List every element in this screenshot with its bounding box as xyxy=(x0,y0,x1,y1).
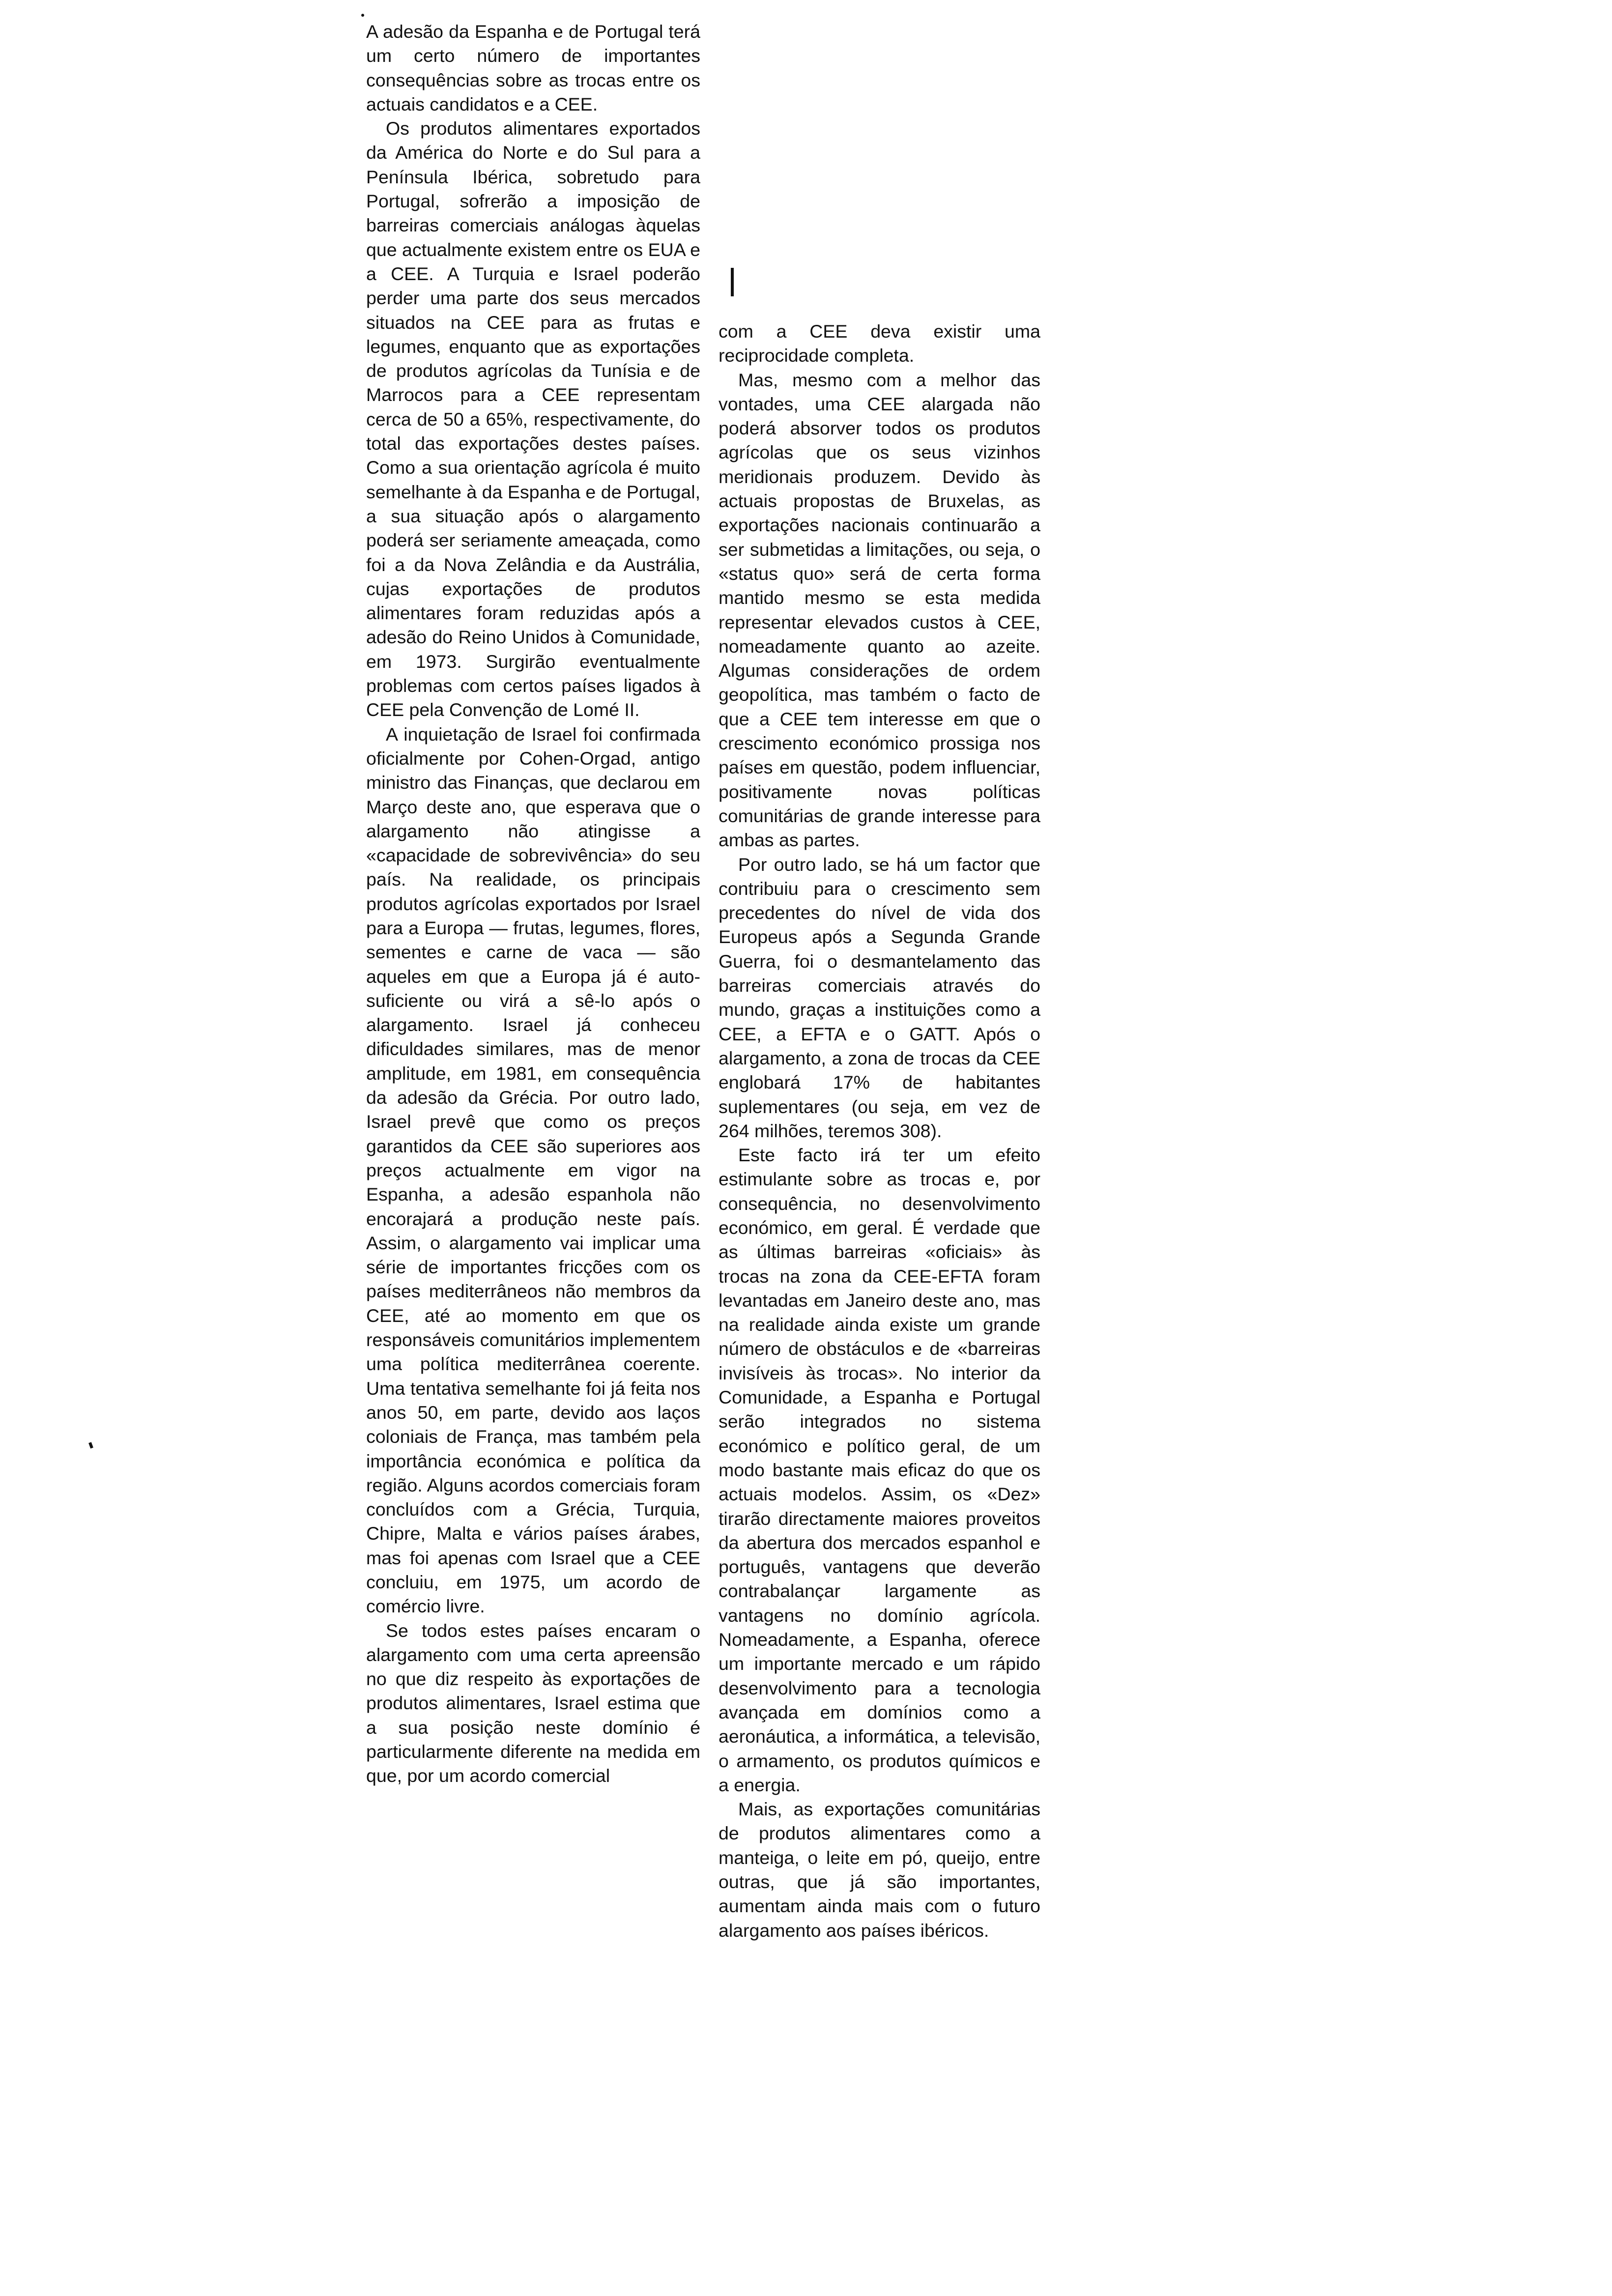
paragraph: Os produtos alimentares exportados da América do Norte e do Sul para a Península Ibérica, sobretudo para Portugal, sofrerão a imposição de barreiras comerciais análogas àquelas que actualmente existem entre os EUA e a CEE. A Turquia e Israel poderão perder uma parte dos seus mercados situados na CEE para as frutas e legumes, enquanto que as exportações de produtos agrícolas da Tunísia e de Marrocos para a CEE representam cerca de 50 a 65%, respectivamente, do total das exportações destes países. Como a sua orientação agrícola é muito semelhante à da Espanha e de Portugal, a sua situação após o alargamento poderá ser seriamente ameaçada, como foi a da Nova Zelândia e da Austrália, cujas exportações de produtos alimentares foram reduzidas após a adesão do Reino Unidos à Comunidade, em 1973. Surgirão eventualmente problemas com certos países ligados à CEE pela Convenção de Lomé II. xyxy=(366,118,700,720)
paragraph: Se todos estes países encaram o alargamento com uma certa apreensão no que diz respeito às exportações de produtos alimentares, Israel estima que a sua posição neste domínio é particularmente diferente na medida em que, por um acordo comercial xyxy=(366,1620,700,1786)
scan-mark xyxy=(731,268,734,296)
paragraph: Mas, mesmo com a melhor das vontades, uma CEE alargada não poderá absorver todos os produtos agrícolas que os seus vizinhos meridionais produzem. Devido às actuais propostas de Bruxelas, as exportações nacionais continuarão a ser submetidas a limitações, ou seja, o «status quo» será de certa forma mantido mesmo se esta medida representar elevados custos à CEE, nomeadamente quanto ao azeite. Algumas considerações de ordem geopolítica, mas também o facto de que a CEE tem interesse em que o crescimento económico prossiga nos países em questão, podem influenciar, positivamente novas políticas comunitárias de grande interesse para ambas as partes. xyxy=(719,369,1040,851)
paragraph: com a CEE deva existir uma reciprocidade completa. xyxy=(719,321,1040,366)
paragraph: A inquietação de Israel foi confirmada oficialmente por Cohen-Orgad, antigo ministro das Finanças, que declarou em Março deste ano, que esperava que o alargamento não atingisse a «capacidade de sobrevivência» do seu país. Na realidade, os principais produtos agrícolas exportados por Israel para a Europa — frutas, legumes, flores, sementes e carne de vaca — são aqueles em que a Europa já é auto-suficiente ou virá a sê-lo após o alargamento. Israel já conheceu dificuldades similares, mas de menor amplitude, em 1981, em consequência da adesão da Grécia. Por outro lado, Israel prevê que como os preços garantidos da CEE são superiores aos preços actualmente em vigor na Espanha, a adesão espanhola não encorajará a produção neste país. Assim, o alargamento vai implicar uma série de importantes fricções com os países mediterrâneos não membros da CEE, até ao momento em que os responsáveis comunitários implementem uma política mediterrânea coerente. Uma tentativa semelhante foi já feita nos anos 50, em parte, devido aos laços coloniais de França, mas também pela importância económica e política da região. Alguns acordos comerciais foram concluídos com a Grécia, Turquia, Chipre, Malta e vários países árabes, mas foi apenas com Israel que a CEE concluiu, em 1975, um acordo de comércio livre. xyxy=(366,723,700,1617)
paragraph: Este facto irá ter um efeito estimulante sobre as trocas e, por consequência, no desenvolvimento económico, em geral. É verdade que as últimas barreiras «oficiais» às trocas na zona da CEE-EFTA foram levantadas em Janeiro deste ano, mas na realidade ainda existe um grande número de obstáculos e de «barreiras invisíveis às trocas». No interior da Comunidade, a Espanha e Portugal serão integrados no sistema económico e político geral, de um modo bastante mais eficaz do que os actuais modelos. Assim, os «Dez» tirarão directamente maiores proveitos da abertura dos mercados espanhol e português, vantagens que deverão contrabalançar largamente as vantagens no domínio agrícola. Nomeadamente, a Espanha, oferece um importante mercado e um rápido desenvolvimento para a tecnologia avançada em domínios como a aeronáutica, a informática, a televisão, o armamento, os produtos químicos e a energia. xyxy=(719,1145,1040,1795)
paragraph: Mais, as exportações comunitárias de produtos alimentares como a manteiga, o leite em pó, queijo, entre outras, que já são importantes, aumentam ainda mais com o futuro alargamento aos países ibéricos. xyxy=(719,1799,1040,1941)
article-column-left xyxy=(366,20,700,1788)
scan-speck xyxy=(361,14,364,17)
paragraph: A adesão da Espanha e de Portugal terá um certo número de importantes consequências sobre as trocas entre os actuais candidatos e a CEE. xyxy=(366,21,700,115)
paragraph: Por outro lado, se há um factor que contribuiu para o crescimento sem precedentes do nível de vida dos Europeus após a Segunda Grande Guerra, foi o desmantelamento das barreiras comerciais através do mundo, graças a instituições como a CEE, a EFTA e o GATT. Após o alargamento, a zona de trocas da CEE englobará 17% de habitantes suplementares (ou seja, em vez de 264 milhões, teremos 308). xyxy=(719,854,1040,1141)
article-column-right xyxy=(719,319,1040,1943)
scan-speck xyxy=(88,1442,93,1448)
